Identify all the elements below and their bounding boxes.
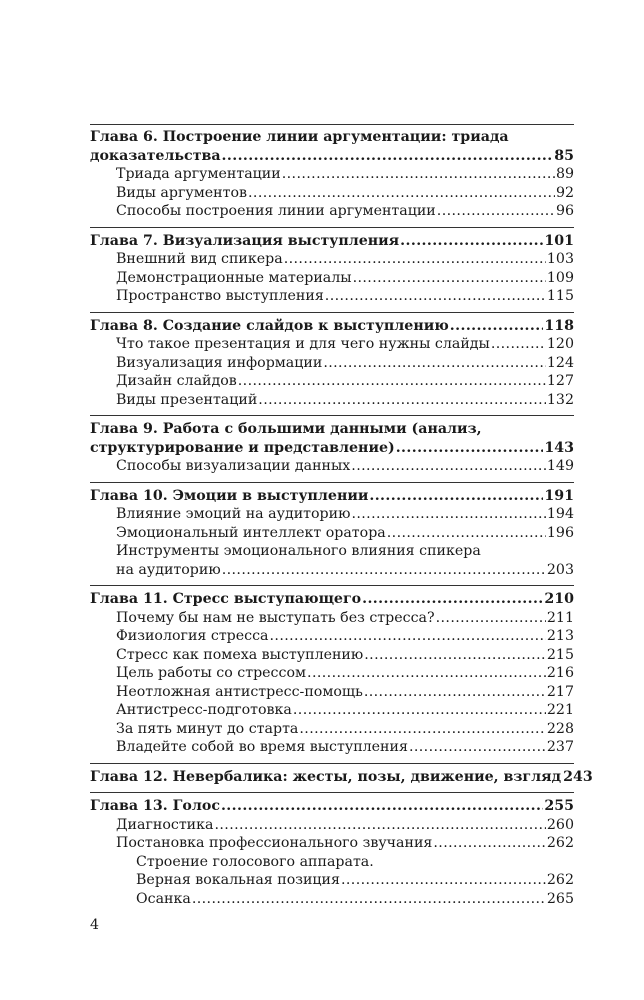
toc-item: [90, 664, 574, 683]
dot-leader: [351, 457, 546, 476]
toc-item-text: Эмоциональный интеллект оратора: [116, 524, 386, 541]
toc-item-page: 124: [546, 354, 574, 371]
chapter-title: Глава 12. Невербалика: жесты, позы, движение, взгляд: [90, 768, 562, 785]
toc-item-page: 217: [546, 683, 574, 700]
dot-leader: [282, 165, 555, 184]
dot-leader: [221, 797, 543, 816]
toc-item-text: Физиология стресса: [116, 628, 269, 644]
dot-leader: [433, 834, 546, 853]
toc-item-text: Почему бы нам не выступать без стресса?: [116, 609, 435, 626]
toc-item-text: Владейте собой во время выступления: [116, 739, 408, 755]
chapter-title-row: [90, 768, 593, 787]
toc-item-text: на аудиторию: [116, 561, 221, 578]
toc-item-text: Стресс как помеха выступлению: [116, 646, 364, 663]
toc-item-page: 149: [546, 458, 574, 474]
chapter-title: Глава 9. Работа с большими данными (анализ,: [90, 421, 482, 437]
dot-leader: [369, 487, 543, 506]
chapter-title-row: [90, 797, 574, 816]
chapter-title-row: [90, 147, 574, 166]
toc-item: [90, 683, 574, 702]
toc-item: [90, 354, 574, 373]
dot-leader: [293, 701, 546, 720]
chapter-page: 85: [554, 147, 574, 164]
chapter-title-row: [90, 439, 574, 458]
toc-chapter: [90, 585, 574, 757]
toc-item: [90, 505, 574, 524]
toc-item: [90, 701, 574, 720]
toc-item: [90, 372, 574, 391]
toc-item: [90, 627, 574, 646]
dot-leader: [323, 354, 546, 373]
dot-leader: [364, 646, 546, 665]
dot-leader: [353, 269, 546, 288]
toc-item-text: Способы построения линии аргументации: [116, 203, 436, 219]
toc-item-text: Верная вокальная позиция: [136, 872, 340, 888]
toc-item-page: 96: [555, 203, 574, 219]
chapter-title-row: [90, 317, 574, 336]
toc-item-page: 215: [546, 646, 574, 663]
toc-item: [90, 738, 574, 757]
toc-item-text: Способы визуализации данных: [116, 458, 351, 474]
dot-leader: [396, 439, 544, 458]
dot-leader: [192, 890, 546, 909]
toc-item-page: 262: [546, 835, 574, 851]
toc-item-page: 262: [546, 872, 574, 888]
toc-item-page: 120: [546, 336, 574, 352]
toc-chapter: [90, 415, 574, 476]
toc-item-text: Цель работы со стрессом: [116, 665, 307, 681]
toc-item: [90, 165, 574, 184]
chapter-title: структурирование и представление): [90, 439, 395, 456]
toc-item-page: 194: [546, 506, 574, 522]
chapter-page: 101: [544, 232, 574, 249]
toc-item: [90, 834, 574, 853]
toc-item: [90, 871, 574, 890]
toc-item-text: За пять минут до старта: [116, 720, 299, 737]
toc-chapter: [90, 792, 574, 908]
toc-item-text: Виды презентаций: [116, 391, 258, 408]
dot-leader: [387, 524, 546, 543]
chapter-page: 143: [544, 439, 574, 456]
dot-leader: [362, 590, 543, 609]
chapter-page: 191: [544, 487, 574, 504]
toc-item-page: 213: [546, 628, 574, 644]
chapter-page: 243: [563, 768, 593, 785]
chapter-page: 210: [544, 591, 574, 607]
toc-item-text: Строение голосового аппарата.: [136, 853, 374, 870]
toc-item: [90, 250, 574, 269]
dot-leader: [248, 184, 555, 203]
toc-item: [90, 202, 574, 221]
toc-item-page: 203: [546, 561, 574, 578]
toc-item: [90, 335, 574, 354]
toc-item-text: Инструменты эмоционального влияния спикера: [116, 543, 481, 559]
toc-item-text: Дизайн слайдов: [116, 373, 237, 389]
dot-leader: [222, 561, 546, 580]
toc-item-page: 103: [546, 251, 574, 267]
chapter-page: 118: [544, 317, 574, 334]
toc-item-text: Виды аргументов: [116, 184, 248, 201]
toc-item-text: Антистресс-подготовка: [116, 702, 292, 718]
toc-item-text: Влияние эмоций на аудиторию: [116, 506, 351, 522]
chapter-title: Глава 6. Построение линии аргументации: триада: [90, 129, 509, 145]
toc-item: [90, 561, 574, 580]
toc-item-page: 109: [546, 269, 574, 286]
toc-item-text: Пространство выступления: [116, 288, 324, 304]
dot-leader: [214, 816, 545, 835]
toc-item: [90, 457, 574, 476]
toc-item-page: 115: [546, 288, 574, 304]
toc-item-text: Внешний вид спикера: [116, 251, 283, 267]
dot-leader: [307, 664, 546, 683]
toc-item-text: Что такое презентация и для чего нужны слайды: [116, 336, 490, 352]
dot-leader: [437, 202, 555, 221]
toc-item: [90, 646, 574, 665]
toc-item: [90, 391, 574, 410]
toc-item-text: Демонстрационные материалы: [116, 269, 352, 286]
toc-chapter: [90, 482, 574, 580]
toc-item-page: 132: [546, 391, 574, 408]
toc-item-text: Диагностика: [116, 816, 214, 833]
toc-item-page: 228: [546, 720, 574, 737]
toc-item-text: Постановка профессионального звучания: [116, 835, 433, 851]
dot-leader: [270, 627, 546, 646]
chapter-title: Глава 11. Стресс выступающего: [90, 591, 362, 607]
page-number: 4: [90, 917, 100, 933]
dot-leader: [238, 372, 546, 391]
chapter-title: Глава 13. Голос: [90, 798, 220, 814]
chapter-title: доказательства: [90, 147, 221, 164]
toc-item-page: 211: [546, 609, 574, 626]
toc-item-text: Визуализация информации: [116, 354, 323, 371]
chapter-title: Глава 8. Создание слайдов к выступлению: [90, 317, 449, 334]
toc-item-page: 196: [546, 524, 574, 541]
table-of-contents: [90, 124, 593, 914]
chapter-title-row: [90, 487, 574, 506]
toc-item: [90, 269, 574, 288]
toc-item-page: 216: [546, 665, 574, 681]
toc-item-page: 221: [546, 702, 574, 718]
toc-item-page: 127: [546, 373, 574, 389]
toc-chapter: [90, 227, 574, 306]
dot-leader: [436, 609, 546, 628]
chapter-title-row: [90, 590, 574, 609]
chapter-title-row: [90, 232, 574, 251]
dot-leader: [258, 391, 546, 410]
toc-chapter: [90, 763, 593, 787]
chapter-title: Глава 7. Визуализация выступления: [90, 232, 400, 249]
dot-leader: [299, 720, 546, 739]
dot-leader: [400, 232, 543, 251]
dot-leader: [491, 335, 546, 354]
dot-leader: [325, 287, 546, 306]
toc-item: [90, 184, 574, 203]
dot-leader: [351, 505, 545, 524]
chapter-page: 255: [544, 798, 574, 814]
toc-item: [90, 524, 574, 543]
toc-item: [90, 720, 574, 739]
toc-item-page: 265: [546, 890, 574, 907]
chapter-title: Глава 10. Эмоции в выступлении: [90, 487, 369, 504]
toc-item: [90, 609, 574, 628]
toc-item: [90, 890, 574, 909]
dot-leader: [450, 317, 544, 336]
toc-item: [90, 287, 574, 306]
dot-leader: [364, 683, 546, 702]
dot-leader: [409, 738, 546, 757]
toc-item-text: Триада аргументации: [116, 166, 281, 182]
toc-item-page: 92: [555, 184, 574, 201]
toc-item-page: 237: [546, 739, 574, 755]
toc-item-page: 89: [555, 166, 574, 182]
toc-chapter: [90, 124, 574, 221]
toc-item-page: 260: [546, 816, 574, 833]
dot-leader: [341, 871, 546, 890]
dot-leader: [284, 250, 546, 269]
toc-item-text: Неотложная антистресс-помощь: [116, 683, 363, 700]
toc-chapter: [90, 312, 574, 410]
dot-leader: [222, 147, 554, 166]
toc-item-text: Осанка: [136, 890, 191, 907]
toc-item: [90, 816, 574, 835]
